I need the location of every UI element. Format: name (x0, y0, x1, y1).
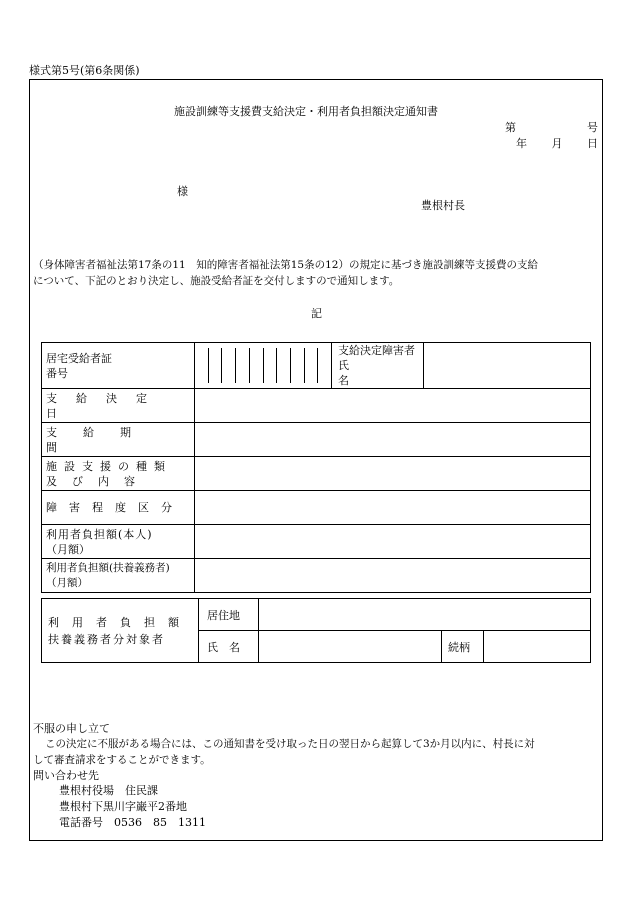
document-number-line (505, 119, 598, 135)
supporter-name-label: 氏 名 (199, 631, 259, 663)
contact-address: 豊根村下黒川字巌平2番地 (59, 800, 187, 813)
appeal-line-2: して審査請求をすることができます。 (33, 754, 211, 766)
disability-level-label: 障害程度区分 (42, 491, 195, 525)
body-line-1: （身体障害者福祉法第17条の11 知的障害者福祉法第15条の12）の規定に基づき施設訓練等支援費の支給 (33, 259, 538, 271)
burden-supporter-label: 利用者負担額(扶養義務者) （月額） (42, 559, 195, 593)
relationship-value[interactable] (484, 631, 591, 663)
supporter-table (41, 598, 591, 663)
relationship-label: 続柄 (442, 631, 484, 663)
date-month: 月 (551, 137, 563, 150)
supporter-left-label: 利用者負担額 扶養義務者分対象者 (42, 599, 199, 663)
ki-heading: 記 (311, 307, 322, 320)
table-row (42, 599, 591, 631)
date-line (516, 135, 598, 151)
period-value[interactable] (195, 423, 591, 457)
disability-level-value[interactable] (195, 491, 591, 525)
table-row (42, 525, 591, 559)
residence-label: 居住地 (199, 599, 259, 631)
appeal-heading: 不服の申し立て (33, 722, 110, 735)
appeal-line-1: この決定に不服がある場合には、この通知書を受け取った日の翌日から起算して3か月以内に、村長に対 (45, 738, 535, 750)
table-row (42, 559, 591, 593)
form-number-label: 様式第5号(第6条関係) (29, 64, 140, 77)
supporter-name-value[interactable] (259, 631, 442, 663)
table-row (42, 491, 591, 525)
issuer: 豊根村長 (421, 199, 465, 212)
decision-date-label: 支給決定日 (42, 389, 195, 423)
body-line-2: について、下記のとおり決定し、施設受給者証を交付しますので通知します。 (33, 275, 400, 287)
disabled-person-name-value[interactable] (424, 343, 591, 389)
recipient-number-cells[interactable] (195, 343, 332, 389)
contact-office: 豊根村役場 住民課 (59, 784, 158, 797)
residence-value[interactable] (259, 599, 591, 631)
facility-support-label: 施設支援の種類 及び内容 (42, 457, 195, 491)
contact-phone: 電話番号 0536 85 1311 (59, 816, 206, 829)
burden-self-label: 利用者負担額(本人) （月額） (42, 525, 195, 559)
recipient-number-label-2: 番号 (46, 366, 68, 380)
burden-supporter-value[interactable] (195, 559, 591, 593)
decision-table (41, 342, 591, 593)
table-row (42, 457, 591, 491)
number-suffix: 号 (587, 121, 598, 134)
table-row (42, 389, 591, 423)
table-row (42, 343, 591, 389)
recipient-number-label: 居宅受給者証 番号 (42, 343, 195, 389)
number-prefix: 第 (505, 121, 516, 134)
document-title: 施設訓練等支援費支給決定・利用者負担額決定通知書 (174, 105, 438, 118)
burden-self-value[interactable] (195, 525, 591, 559)
facility-support-value[interactable] (195, 457, 591, 491)
date-day: 日 (587, 137, 598, 150)
addressee-suffix: 様 (177, 185, 188, 198)
decision-date-value[interactable] (195, 389, 591, 423)
disabled-person-name-label: 支給決定障害者 氏名 (332, 343, 424, 389)
period-label: 支給期間 (42, 423, 195, 457)
date-year: 年 (516, 137, 527, 150)
table-row (42, 423, 591, 457)
contact-heading: 問い合わせ先 (33, 769, 99, 782)
